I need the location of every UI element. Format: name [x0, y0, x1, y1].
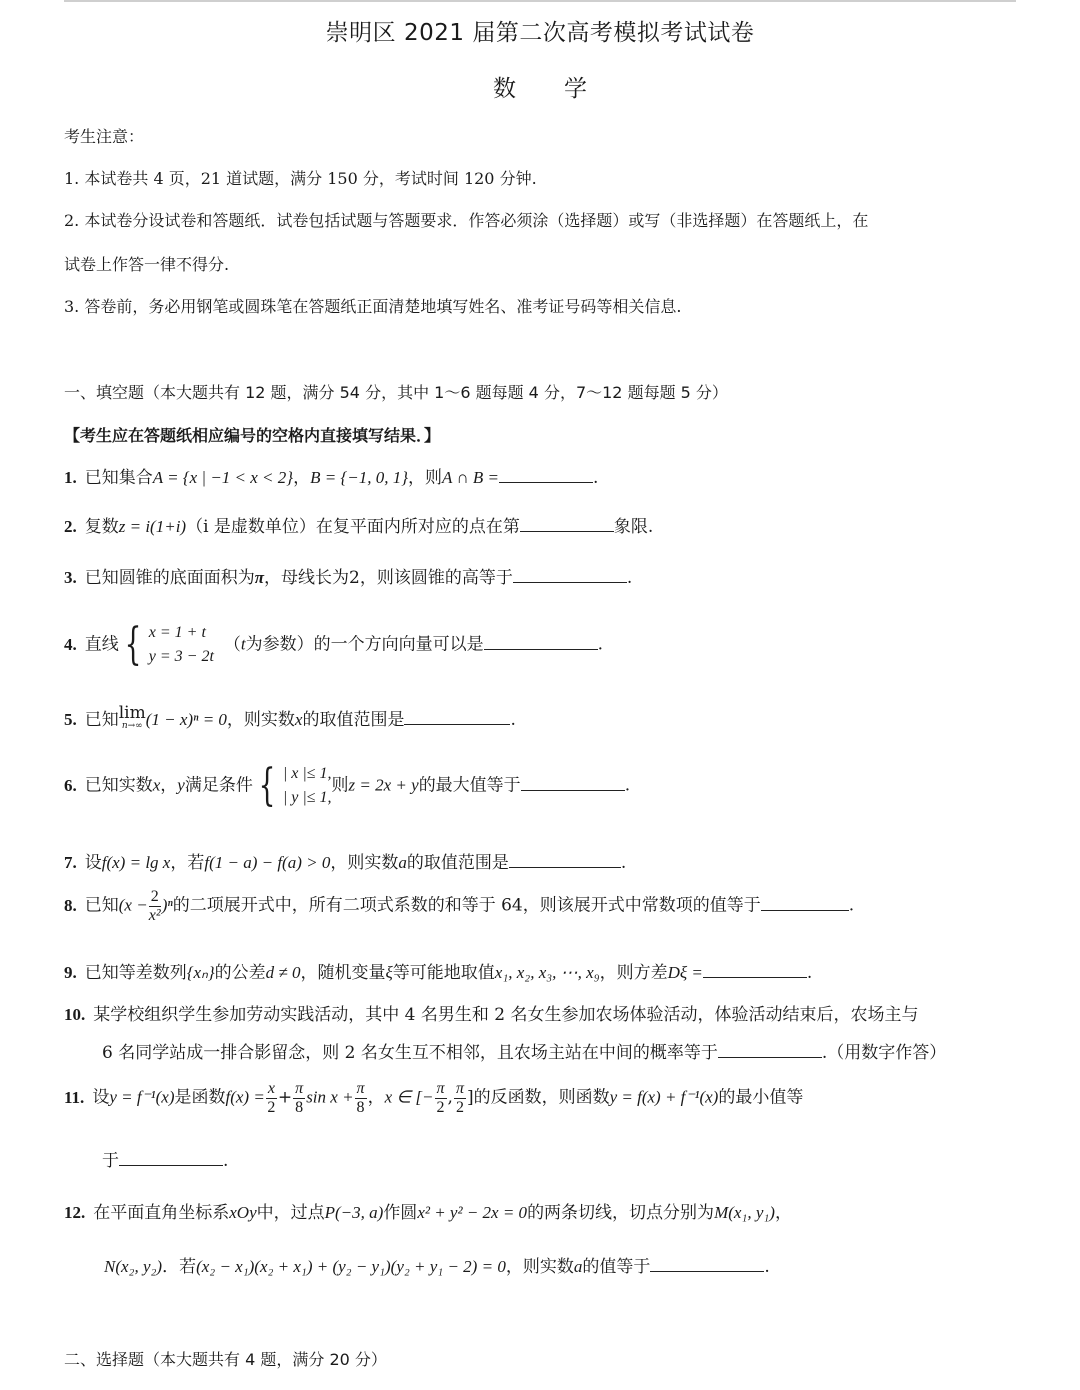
- denominator: 2: [267, 1098, 276, 1116]
- question-text: 复数: [84, 517, 119, 537]
- question-1: [64, 463, 598, 488]
- subject-char: 数: [493, 76, 516, 102]
- section1-instruction: 【考生应在答题纸相应编号的空格内直接填写结果．】: [64, 426, 441, 445]
- math-expr: (1 − x)ⁿ = 0: [145, 710, 227, 729]
- math-expr: f(x) = lg x: [101, 853, 171, 872]
- question-6: [64, 762, 630, 810]
- question-text: ，: [293, 468, 311, 488]
- question-text: ，则实数: [330, 853, 399, 873]
- math-expr: ξ: [385, 963, 393, 982]
- question-text: 已知实数: [84, 775, 153, 796]
- math-expr: A ∩ B =: [442, 468, 499, 487]
- question-number: 10.: [64, 1005, 86, 1024]
- math-expr: x: [294, 710, 303, 729]
- question-text: ，随机变量: [300, 963, 386, 983]
- math-expr: z = 2x + y: [348, 775, 419, 795]
- math-expr: f(1 − a) − f(a) > 0: [204, 853, 331, 872]
- question-text: 的二项展开式中，所有二项式系数的和等于 64，则该展开式中常数项的值等于: [172, 895, 761, 916]
- math-expr: a: [573, 1257, 583, 1276]
- question-12-line2: [104, 1252, 770, 1277]
- math-expr: x² + y² − 2x = 0: [417, 1203, 528, 1222]
- fraction: [355, 1080, 367, 1116]
- math-expr: P(−3, a): [324, 1203, 384, 1222]
- punct: ,: [447, 1087, 453, 1108]
- question-text: 的最小值等: [718, 1087, 804, 1108]
- denominator: 2: [455, 1098, 464, 1116]
- question-text: 在平面直角坐标系: [93, 1203, 230, 1223]
- question-text: 中，过点: [256, 1203, 325, 1223]
- math-expr: M(x₁, y₁): [714, 1203, 775, 1222]
- question-number: 5.: [64, 710, 77, 729]
- punct: .: [223, 1151, 229, 1171]
- denominator: 8: [356, 1098, 365, 1116]
- question-11-line2: [102, 1146, 228, 1171]
- answer-blank[interactable]: [404, 710, 510, 725]
- math-expr: t: [240, 634, 246, 654]
- question-text: （: [223, 634, 241, 655]
- notice-heading: 考生注意：: [64, 127, 145, 146]
- question-text: 直线: [84, 634, 119, 655]
- top-border: [64, 0, 1016, 2]
- question-10: [64, 1000, 919, 1025]
- question-text: 则: [331, 775, 349, 796]
- question-number: 6.: [64, 775, 77, 795]
- question-text: ，则: [408, 468, 443, 488]
- question-text: 的取值范围是: [302, 710, 405, 730]
- question-text: 的取值范围是: [406, 853, 509, 873]
- inequality-system: { | x |≤ 1, | y |≤ 1,: [258, 760, 332, 811]
- math-expr: y = f⁻¹(x): [109, 1087, 175, 1107]
- notice-item: 试卷上作答一律不得分.: [64, 255, 230, 274]
- punct: .: [597, 634, 604, 655]
- punct: .: [592, 468, 599, 488]
- question-text: ，则该圆锥的高等于: [359, 568, 513, 588]
- math-expr: lim: [118, 703, 146, 723]
- answer-blank[interactable]: [521, 776, 625, 791]
- punct: .: [848, 895, 855, 916]
- answer-blank[interactable]: [484, 635, 598, 650]
- notice-item: 3. 答卷前，务必用钢笔或圆珠笔在答题纸正面清楚地填写姓名、准考证号码等相关信息.: [64, 297, 682, 316]
- question-number: 11.: [64, 1087, 85, 1107]
- answer-blank[interactable]: [499, 468, 593, 483]
- math-expr: (x₂ − x₁)(x₂ + x₁) + (y₂ − y₁)(y₂ + y₁ − 2) = 0: [196, 1257, 506, 1276]
- question-text: ，若: [170, 853, 205, 873]
- question-text: 是函数: [174, 1087, 226, 1108]
- numerator: 2: [150, 888, 159, 905]
- numerator: π: [295, 1080, 304, 1097]
- math-op: ]: [466, 1087, 474, 1108]
- fraction: [435, 1080, 447, 1116]
- question-text: 6 名同学站成一排合影留念，则 2 名女生互不相邻，且农场主站在中间的概率等于: [102, 1043, 718, 1063]
- math-expr: x: [152, 775, 161, 795]
- question-number: 3.: [64, 568, 77, 587]
- question-text: 已知: [84, 710, 119, 730]
- numerator: π: [436, 1080, 445, 1097]
- math-expr: {xₙ}: [186, 963, 215, 982]
- question-5: [64, 705, 516, 731]
- question-text: 已知等差数列: [84, 963, 187, 983]
- punct: .（用数字作答）: [821, 1043, 947, 1063]
- equation-system: { x = 1 + t y = 3 − 2t: [124, 619, 214, 670]
- question-8: [64, 888, 854, 924]
- question-7: [64, 848, 626, 873]
- math-expr: π: [254, 568, 265, 587]
- question-number: 9.: [64, 963, 77, 982]
- question-number: 8.: [64, 895, 77, 915]
- question-3: [64, 563, 632, 588]
- question-text: 的最大值等于: [418, 775, 521, 796]
- limit-operator: [119, 705, 146, 731]
- denominator: 2: [436, 1098, 445, 1116]
- question-text: 为参数）的一个方向向量可以是: [245, 634, 484, 655]
- question-11: [64, 1080, 803, 1116]
- punct: ，: [774, 1203, 792, 1223]
- math-expr: )ⁿ: [161, 895, 173, 915]
- denominator: x²: [148, 906, 161, 924]
- section2-heading: 二、选择题（本大题共有 4 题，满分 20 分）: [64, 1350, 387, 1369]
- math-expr: sin x +: [306, 1087, 354, 1107]
- question-text: 满足条件: [184, 775, 253, 796]
- question-text: ，则方差: [599, 963, 668, 983]
- math-expr: f(x) =: [225, 1087, 265, 1107]
- question-text: 已知圆锥的底面面积为: [84, 568, 255, 588]
- math-expr: 2: [349, 568, 360, 588]
- notice-item: 1. 本试卷共 4 页，21 道试题，满分 150 分，考试时间 120 分钟.: [64, 169, 537, 188]
- answer-blank[interactable]: [650, 1257, 764, 1272]
- question-text: ，则实数: [505, 1257, 574, 1277]
- subject-char: 学: [564, 76, 587, 102]
- question-2: [64, 512, 653, 537]
- question-4: [64, 621, 603, 669]
- answer-blank[interactable]: [509, 853, 621, 868]
- punct: .: [620, 853, 627, 873]
- question-text: 等可能地取值: [392, 963, 495, 983]
- question-text: ，母线长为: [264, 568, 350, 588]
- answer-blank[interactable]: [718, 1043, 822, 1058]
- numerator: π: [455, 1080, 464, 1097]
- math-expr: x ∈ [−: [384, 1087, 434, 1107]
- question-10-line2: [102, 1038, 946, 1063]
- math-expr: (x −: [118, 895, 148, 915]
- question-12: [64, 1198, 792, 1223]
- punct: .: [626, 568, 633, 588]
- math-op: +: [277, 1087, 293, 1108]
- answer-blank[interactable]: [703, 963, 807, 978]
- math-expr: x₁, x₂, x₃, ⋯, x₉: [494, 963, 600, 982]
- fraction: [293, 1080, 305, 1116]
- fraction: [266, 1080, 277, 1116]
- question-text: 已知集合: [84, 468, 153, 488]
- math-expr: A = {x | −1 < x < 2}: [152, 468, 294, 487]
- question-number: 7.: [64, 853, 77, 872]
- section1-heading: 一、填空题（本大题共有 12 题，满分 54 分，其中 1～6 题每题 4 分，7～12 题每题 5 分）: [64, 383, 728, 402]
- question-number: 12.: [64, 1203, 86, 1222]
- math-expr: y: [177, 775, 185, 795]
- denominator: 8: [295, 1098, 304, 1116]
- math-expr: x = 1 + t: [148, 624, 206, 641]
- question-text: 的值等于: [582, 1257, 651, 1277]
- punct: ，: [160, 775, 178, 796]
- question-text: ．若: [162, 1257, 197, 1277]
- question-text: 某学校组织学生参加劳动实践活动，其中 4 名男生和 2 名女生参加农场体验活动，体验活动结束后，农场主与: [93, 1005, 919, 1025]
- punct: .: [510, 710, 516, 730]
- question-text: （i 是虚数单位）在复平面内所对应的点在第: [186, 517, 520, 537]
- question-text: 象限.: [613, 517, 654, 537]
- question-text: 的两条切线，切点分别为: [527, 1203, 715, 1223]
- question-text: 的反函数，则函数: [473, 1087, 610, 1108]
- notice-item: 2. 本试卷分设试卷和答题纸．试卷包括试题与答题要求．作答必须涂（选择题）或写（非选择题）在答题纸上，在: [64, 211, 869, 230]
- question-9: [64, 958, 812, 983]
- math-expr: N(x₂, y₂): [104, 1257, 163, 1276]
- answer-blank[interactable]: [761, 896, 849, 911]
- answer-blank[interactable]: [119, 1151, 223, 1166]
- question-number: 2.: [64, 517, 77, 536]
- math-subscript: n→∞: [121, 721, 143, 731]
- punct: .: [624, 775, 631, 796]
- subject-title: [0, 70, 1080, 103]
- question-text: 已知: [84, 895, 119, 916]
- question-text: 设: [92, 1087, 110, 1108]
- numerator: x: [267, 1080, 275, 1097]
- math-expr: xOy: [229, 1203, 257, 1222]
- math-expr: Dξ =: [667, 963, 703, 982]
- fraction: [454, 1080, 466, 1116]
- question-text: 设: [84, 853, 102, 873]
- answer-blank[interactable]: [520, 517, 614, 532]
- math-expr: B = {−1, 0, 1}: [310, 468, 409, 487]
- math-expr: a: [398, 853, 407, 872]
- punct: ，: [367, 1087, 385, 1108]
- math-expr: y = 3 − 2t: [148, 648, 214, 665]
- math-expr: z = i(1+i): [118, 517, 187, 536]
- fraction: [149, 888, 161, 924]
- question-number: 4.: [64, 634, 77, 654]
- question-text: 于: [102, 1151, 119, 1171]
- math-expr: y = f(x) + f⁻¹(x): [609, 1087, 719, 1107]
- question-text: 作圆: [383, 1203, 418, 1223]
- answer-blank[interactable]: [513, 568, 627, 583]
- question-text: 的公差: [214, 963, 266, 983]
- question-number: 1.: [64, 468, 77, 487]
- math-expr: | y |≤ 1,: [282, 789, 332, 806]
- numerator: π: [356, 1080, 365, 1097]
- math-expr: | x |≤ 1,: [282, 765, 332, 782]
- punct: .: [764, 1257, 770, 1277]
- math-expr: d ≠ 0: [265, 963, 301, 982]
- question-text: ，则实数: [226, 710, 295, 730]
- punct: .: [806, 963, 813, 983]
- exam-title: 崇明区 2021 届第二次高考模拟考试试卷: [325, 20, 755, 46]
